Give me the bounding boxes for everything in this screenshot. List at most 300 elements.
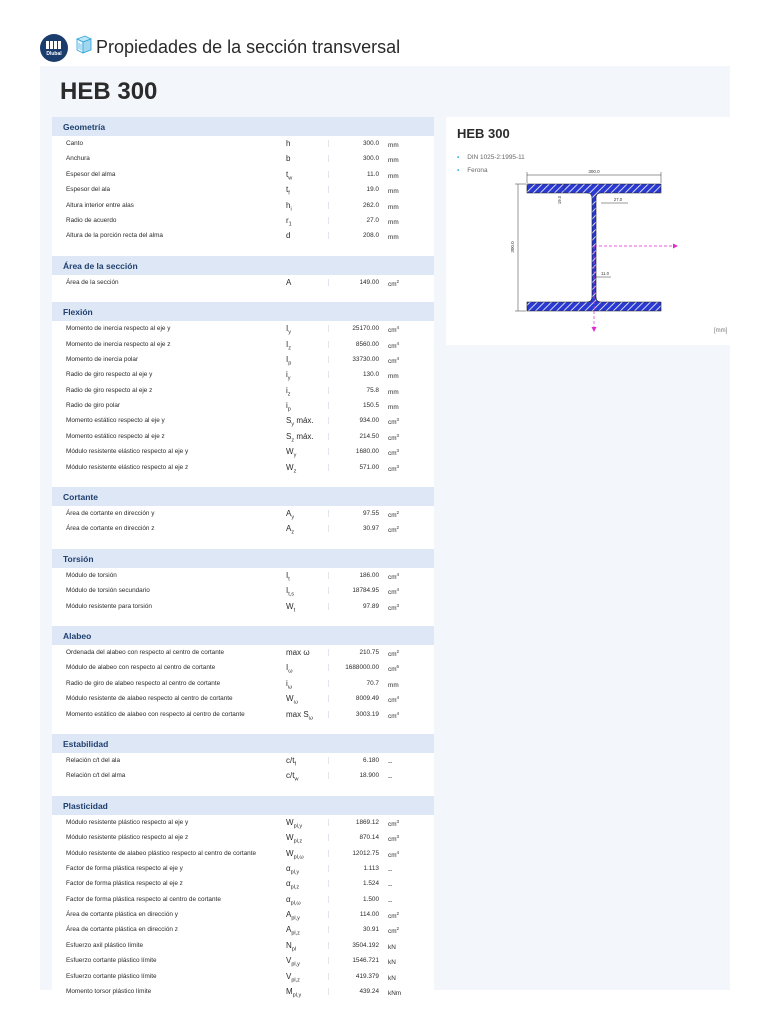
unit-base: cm [388,820,397,828]
section-group [52,796,434,1000]
property-symbol [286,185,290,197]
symbol-main: t [286,169,289,179]
symbol-subscript: pl,z [293,838,303,845]
property-symbol [286,231,290,243]
symbol-subscript: pl,ω [290,900,301,907]
property-unit [388,417,399,426]
symbol-main: d [286,231,291,241]
property-symbol [286,987,301,999]
property-unit [388,140,399,149]
symbol-main: A [286,910,292,920]
unit-base: cm [388,280,397,288]
property-symbol [286,170,292,182]
unit-base: kN [388,959,396,967]
unit-exponent: 3 [396,448,400,454]
symbol-main: W [286,817,294,827]
property-unit [388,510,399,519]
property-description: Área de cortante plástica en dirección y [66,911,178,919]
unit-base: cm [388,666,397,674]
symbol-subscript: i [290,206,292,213]
dim-b: 300.0 [588,169,600,174]
property-symbol [286,370,291,382]
symbol-subscript: t,s [288,591,295,598]
unit-exponent: 2 [396,926,400,932]
symbol-main: h [286,200,291,210]
property-value: 1869.12 [328,819,379,826]
property-unit [388,834,399,843]
property-unit [388,957,396,966]
property-description: Módulo resistente de alabeo respecto al centro de cortante [66,695,233,703]
property-row [52,321,434,336]
unit-base: mm [388,373,399,381]
property-unit [388,325,399,334]
property-unit [388,186,399,195]
symbol-main: W [286,848,294,858]
property-value: 149.00 [328,279,379,286]
property-value: 12012.75 [328,850,379,857]
section-header: Estabilidad [52,734,434,753]
unit-base: -- [388,774,393,782]
property-value: 8009.49 [328,695,379,702]
property-description: Área de cortante en dirección y [66,510,155,518]
property-value: 214.50 [328,433,379,440]
property-symbol [286,340,291,352]
property-row [52,444,434,459]
symbol-subscript: y [291,514,295,521]
property-symbol [286,216,292,228]
symbol-main: α [286,894,291,904]
property-description: Módulo resistente elástico respecto al eje y [66,448,189,456]
symbol-main: α [286,863,291,873]
property-unit [388,757,392,766]
unit-base: mm [388,404,399,412]
property-row [52,676,434,691]
symbol-main: V [286,956,292,966]
unit-base: mm [388,172,399,180]
dlubal-logo[interactable] [40,34,68,62]
symbol-main: S [286,431,292,441]
property-value: 208.0 [328,232,379,239]
section-header: Plasticidad [52,796,434,815]
property-row [52,198,434,213]
unit-base: cm [388,913,397,921]
symbol-subscript: ω [293,699,298,706]
property-value: 11.0 [328,171,379,178]
property-unit [388,448,399,457]
unit-base: cm [388,419,397,427]
property-value: 419.379 [328,973,379,980]
property-description: Momento de inercia polar [66,355,139,363]
symbol-main: M [286,987,293,997]
property-unit [388,850,399,859]
symbol-subscript: p [287,406,291,413]
unit-base: cm [388,465,397,473]
property-unit [388,356,399,365]
symbol-subscript: p [288,360,292,367]
property-unit [388,680,399,689]
symbol-main: A [286,925,292,935]
unit-base: cm [388,928,397,936]
property-symbol [286,849,304,861]
unit-exponent: 4 [396,325,400,331]
symbol-main: I [286,324,289,334]
symbol-main: I [286,339,289,349]
property-description: Módulo resistente plástico respecto al eje y [66,818,189,826]
report-page [40,66,730,999]
property-unit [388,819,399,828]
property-row [52,907,434,922]
symbol-main: α [286,879,291,889]
property-description: Esfuerzo cortante plástico límite [66,957,157,965]
property-description: Factor de forma plástica respecto al eje y [66,864,183,872]
logo-bars-icon [46,41,62,49]
property-unit [388,911,399,920]
property-value: 70.7 [328,680,379,687]
property-unit [388,695,399,704]
property-value: 30.91 [328,926,379,933]
symbol-main: t [286,185,289,195]
unit-exponent: 2 [396,510,400,516]
profile-title: HEB 300 [60,78,158,105]
property-row [52,413,434,428]
property-symbol [286,879,299,891]
symbol-main: I [286,354,289,364]
symbol-main: i [286,370,288,380]
symbol-subscript: z [293,468,297,475]
property-row [52,691,434,706]
property-row [52,367,434,382]
property-unit [388,171,399,180]
property-symbol [286,571,290,583]
unit-exponent: 3 [396,463,400,469]
section-spacer [52,290,434,302]
property-value: 870.14 [328,834,379,841]
unit-exponent: 4 [396,849,400,855]
properties-table [52,117,434,999]
symbol-suffix: máx. [294,431,314,441]
property-symbol [286,663,293,675]
property-symbol [286,941,296,953]
unit-base: cm [388,342,397,350]
property-value: 1546.721 [328,957,379,964]
property-symbol [286,710,313,722]
property-unit [388,232,399,241]
property-symbol [286,524,294,536]
symbol-subscript: pl,z [290,884,300,891]
symbol-subscript: pl,y [292,992,302,999]
property-value: 571.00 [328,464,379,471]
property-row [52,383,434,398]
section-group [52,549,434,626]
app-header [0,0,768,64]
property-description: Módulo de torsión [66,571,117,579]
property-symbol [286,679,292,691]
section-drawing-panel [446,117,730,345]
section-header: Área de la sección [52,256,434,275]
property-description: Área de cortante en dirección z [66,525,155,533]
symbol-subscript: z [288,345,291,352]
unit-exponent: 2 [396,648,400,654]
symbol-main: W [286,601,294,611]
symbol-subscript: ω [288,668,293,675]
section-group [52,256,434,302]
property-value: 210.75 [328,649,379,656]
property-symbol [286,447,296,459]
symbol-subscript: pl,z [291,977,300,984]
property-value: 27.0 [328,217,379,224]
unit-base: mm [388,681,399,689]
symbol-main: V [286,971,292,981]
property-unit [388,603,399,612]
symbol-main: i [286,385,288,395]
property-symbol [286,201,292,213]
property-row [52,830,434,845]
property-description: Módulo de torsión secundario [66,587,150,595]
unit-base: cm [388,573,397,581]
property-description: Radio de giro de alabeo respecto al centro de cortante [66,679,221,687]
unit-base: cm [388,851,397,859]
drawing-title: HEB 300 [457,126,510,141]
unit-base: cm [388,527,397,535]
section-header: Flexión [52,302,434,321]
property-unit [388,942,396,951]
property-value: 1680.00 [328,448,379,455]
property-description: Módulo resistente elástico respecto al eje z [66,463,189,471]
unit-exponent: 2 [396,525,400,531]
section-group [52,302,434,487]
property-row [52,151,434,166]
unit-exponent: 2 [396,911,400,917]
property-symbol [286,324,291,336]
property-row [52,213,434,228]
property-description: Relación c/t del ala [66,756,120,764]
symbol-main: A [286,524,292,534]
symbol-main: max ω [286,647,310,657]
property-value: 114.00 [328,911,379,918]
property-unit [388,433,399,442]
property-symbol [286,401,291,413]
symbol-subscript: f [294,761,296,768]
property-description: Área de la sección [66,278,119,286]
page-title: Propiedades de la sección transversal [96,37,401,57]
property-description: Momento estático respecto al eje z [66,432,165,440]
symbol-main: W [286,447,294,457]
property-value: 1688000.00 [328,664,379,671]
unit-base: cm [388,589,397,597]
property-row [52,707,434,722]
symbol-main: I [286,586,289,596]
property-row [52,768,434,783]
symbol-subscript: pl [291,946,297,953]
unit-exponent: 3 [396,432,400,438]
symbol-subscript: pl,ω [293,854,304,861]
section-spacer [52,614,434,626]
property-value: 8560.00 [328,341,379,348]
unit-base: mm [388,142,399,150]
unit-exponent: 4 [396,571,400,577]
property-row [52,506,434,521]
symbol-subscript: y [288,329,291,336]
property-description: Momento de inercia respecto al eje y [66,325,171,333]
unit-base: -- [388,897,393,905]
symbol-main: I [286,570,289,580]
property-description: Momento torsor plástico límite [66,988,152,996]
property-symbol [286,956,300,968]
property-unit [388,664,399,673]
symbol-subscript: t [288,576,290,583]
property-row [52,660,434,675]
property-value: 97.55 [328,510,379,517]
property-row [52,337,434,352]
property-description: Módulo resistente plástico respecto al eje z [66,834,189,842]
symbol-main: W [286,462,294,472]
unit-base: cm [388,712,397,720]
symbol-main: h [286,139,291,148]
property-symbol [286,386,291,398]
property-description: Ordenada del alabeo con respecto al centro de cortante [66,648,225,656]
symbol-subscript: y [291,422,295,429]
property-value: 300.0 [328,140,379,147]
property-unit [388,341,399,350]
symbol-subscript: 1 [288,221,292,228]
unit-exponent: 4 [396,695,400,701]
unit-exponent: 6 [396,664,400,670]
property-value: 3504.192 [328,942,379,949]
property-symbol [286,355,291,367]
symbol-subscript: z [287,391,291,398]
property-row [52,876,434,891]
property-unit [388,649,399,658]
unit-base: cm [388,358,397,366]
symbol-subscript: pl,y [290,869,300,876]
property-description: Área de cortante plástica en dirección z [66,926,178,934]
symbol-main: A [286,277,292,287]
property-row [52,182,434,197]
symbol-main: I [286,663,289,673]
symbol-subscript: z [291,437,295,444]
property-row [52,953,434,968]
property-symbol [286,416,314,428]
symbol-main: c/t [286,771,295,781]
property-symbol [286,925,300,937]
property-row [52,275,434,290]
symbol-main: b [286,154,291,164]
property-unit [388,371,399,380]
symbol-main: S [286,416,292,426]
property-unit [388,202,399,211]
property-value: 439.24 [328,988,379,995]
property-row [52,167,434,182]
unit-base: cm [388,512,397,520]
property-value: 130.0 [328,371,379,378]
property-row [52,136,434,151]
property-unit [388,772,392,781]
property-description: Relación c/t del alma [66,772,126,780]
symbol-subscript: w [294,776,299,783]
property-row [52,521,434,536]
unit-base: cm [388,450,397,458]
property-description: Espesor del alma [66,170,116,178]
symbol-subscript: t [293,607,296,614]
section-spacer [52,722,434,734]
section-spacer [52,475,434,487]
property-value: 300.0 [328,155,379,162]
property-row [52,861,434,876]
section-group [52,734,434,796]
unit-base: -- [388,882,393,890]
property-value: 186.00 [328,572,379,579]
section-header: Cortante [52,487,434,506]
property-row [52,228,434,243]
symbol-subscript: pl,y [291,915,300,922]
property-description: Radio de giro respecto al eje z [66,386,153,394]
unit-base: mm [388,388,399,396]
logo-text: Dlubal [46,51,62,57]
property-symbol [286,278,291,290]
property-symbol [286,694,298,706]
symbol-main: r [286,215,289,225]
property-value: 6.180 [328,757,379,764]
property-description: Módulo resistente para torsión [66,602,152,610]
property-row [52,753,434,768]
cube-icon [74,34,92,54]
section-header: Torsión [52,549,434,568]
symbol-suffix: máx. [294,416,314,426]
property-row [52,846,434,861]
section-header: Alabeo [52,626,434,645]
property-description: Módulo resistente de alabeo plástico respecto al centro de cortante [66,849,257,857]
symbol-main: A [286,509,292,519]
property-description: Esfuerzo cortante plástico límite [66,972,157,980]
section-group [52,487,434,549]
property-unit [388,402,399,411]
unit-base: -- [388,759,393,767]
unit-exponent: 2 [396,278,400,284]
unit-exponent: 3 [396,818,400,824]
bullet-manufacturer: ▪ Ferona [457,167,488,174]
symbol-subscript: z [291,530,295,537]
property-description: Radio de acuerdo [66,216,117,224]
symbol-main: i [286,678,288,688]
section-spacer [52,244,434,256]
property-row [52,892,434,907]
property-value: 1.113 [328,865,379,872]
property-row [52,938,434,953]
property-description: Espesor del ala [66,186,111,194]
property-description: Factor de forma plástica respecto al centro de cortante [66,895,221,903]
unit-exponent: 4 [396,355,400,361]
property-description: Altura interior entre alas [66,201,134,209]
property-value: 262.0 [328,202,379,209]
symbol-main: W [286,694,294,704]
property-value: 150.5 [328,402,379,409]
property-row [52,460,434,475]
property-value: 1.524 [328,880,379,887]
property-unit [388,155,399,164]
property-symbol [286,756,296,768]
symbol-subscript: y [293,452,297,459]
property-row [52,429,434,444]
property-description: Anchura [66,155,90,163]
property-description: Radio de giro respecto al eje y [66,371,153,379]
property-symbol [286,833,302,845]
property-description: Canto [66,140,84,147]
dim-r: 27.0 [613,197,623,202]
property-unit [388,279,399,288]
property-description: Momento estático respecto al eje y [66,417,165,425]
symbol-subscript: pl,z [291,931,300,938]
section-header: Geometría [52,117,434,136]
